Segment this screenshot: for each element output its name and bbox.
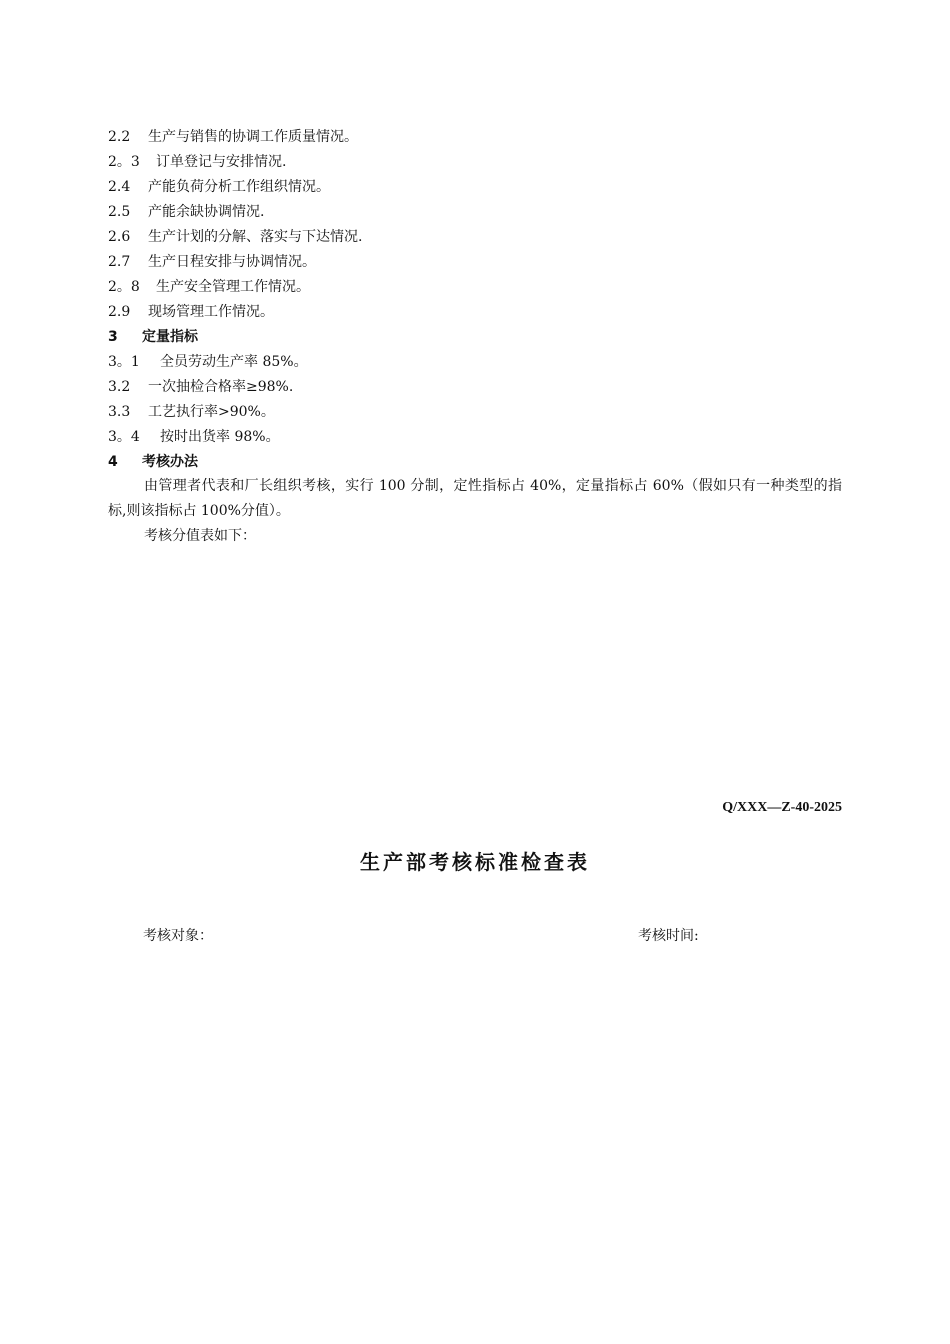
item-number: 3.3 [108,404,131,420]
list-item [108,378,293,396]
list-item [108,403,275,421]
item-text: 一次抽检合格率≥98%. [148,379,294,395]
list-item [108,178,330,196]
document-code: Q/XXX—Z-40-2025 [722,800,842,815]
section-number: 4 [108,454,118,470]
item-text: 现场管理工作情况。 [148,304,274,320]
list-item [108,153,286,171]
item-number: 2.6 [108,229,131,245]
item-number: 2.9 [108,304,131,320]
list-item [108,303,274,321]
item-text: 订单登记与安排情况. [156,154,287,170]
item-number: 2.4 [108,179,131,195]
item-text: 产能负荷分析工作组织情况。 [148,179,330,195]
item-number: 2.2 [108,129,131,145]
page-title: 生产部考核标准检查表 [360,850,590,874]
item-text: 生产安全管理工作情况。 [156,279,310,295]
body-paragraph: 由管理者代表和厂长组织考核，实行 100 分制，定性指标占 40%，定量指标占 60%（假如只有一种类型的指标,则该指标占 100%分值）。 [108,478,842,519]
section-title: 考核办法 [142,454,198,470]
item-text: 生产计划的分解、落实与下达情况. [148,229,363,245]
list-item [108,278,310,296]
section-title: 定量指标 [142,329,198,345]
section-heading [108,328,198,346]
item-text: 工艺执行率>90%。 [148,404,275,420]
list-item [108,253,316,271]
section-heading [108,453,198,471]
item-number: 2.5 [108,204,131,220]
assessment-object-label: 考核对象： [143,928,213,944]
list-item [108,128,358,146]
item-text: 按时出货率 98%。 [160,429,280,445]
list-item [108,353,308,371]
assessment-time-label: 考核时间: [638,928,699,944]
item-text: 产能余缺协调情况. [148,204,265,220]
list-item [108,428,280,446]
item-text: 生产与销售的协调工作质量情况。 [148,129,358,145]
item-number: 2。3 [108,154,140,170]
item-number: 3。1 [108,354,140,370]
list-item [108,228,362,246]
item-number: 3.2 [108,379,131,395]
item-number: 2。8 [108,279,140,295]
item-number: 3。4 [108,429,140,445]
list-item [108,203,264,221]
item-text: 全员劳动生产率 85%。 [160,354,308,370]
table-intro: 考核分值表如下： [144,528,256,544]
section-number: 3 [108,329,118,345]
item-number: 2.7 [108,254,131,270]
item-text: 生产日程安排与协调情况。 [148,254,316,270]
